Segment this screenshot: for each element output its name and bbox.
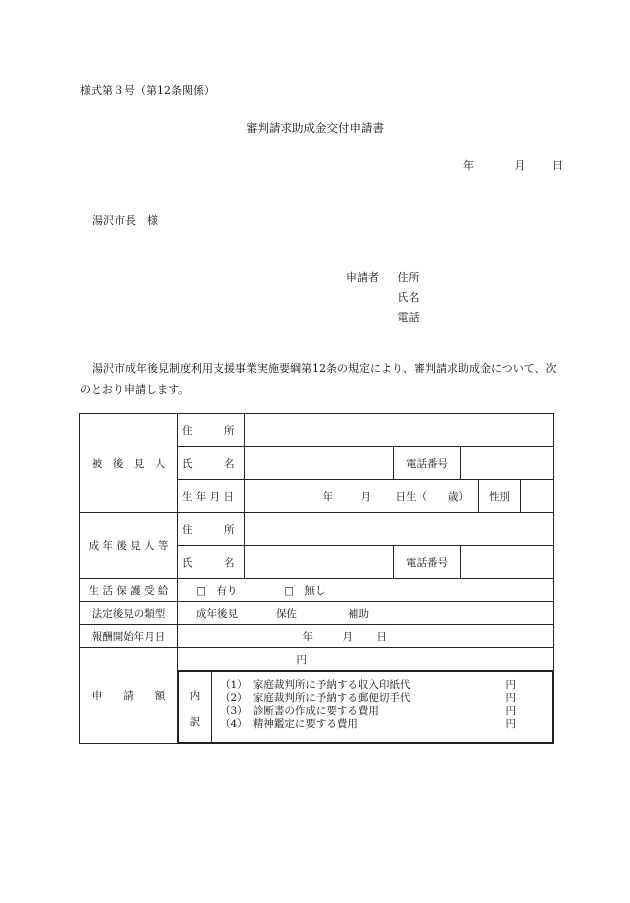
ward-gender-label: 性別 xyxy=(479,480,521,513)
birth-year: 年 xyxy=(322,490,333,503)
breakdown-item-4 xyxy=(216,718,552,731)
application-date xyxy=(463,157,563,173)
guardian-phone-label: 電話番号 xyxy=(394,546,461,579)
date-day: 日 xyxy=(552,159,563,172)
applicant-block xyxy=(346,268,420,328)
age-unit: 歳） xyxy=(448,490,469,503)
guardian-label: 成 年 後 見 人 等 xyxy=(80,513,178,579)
amount-total-unit: 円 xyxy=(296,653,307,666)
breakdown-item-unit: 円 xyxy=(505,679,517,691)
addressee: 湯沢市長 様 xyxy=(92,214,158,227)
breakdown-item-text: （1） 家庭裁判所に予納する収入印紙代 xyxy=(220,679,411,691)
applicant-phone-label: 電話 xyxy=(397,311,420,324)
type-option-assistant[interactable]: 補助 xyxy=(348,607,369,620)
welfare-options xyxy=(178,579,554,602)
guardian-name-label: 氏 名 xyxy=(178,546,245,579)
amount-total-field[interactable] xyxy=(178,648,554,671)
fee-start-year: 年 xyxy=(302,630,313,643)
ward-phone-label: 電話番号 xyxy=(394,447,461,480)
fee-start-month: 月 xyxy=(342,630,353,643)
breakdown-item-3 xyxy=(216,705,552,718)
type-option-adult-guardian[interactable]: 成年後見 xyxy=(196,607,238,620)
breakdown-item-unit: 円 xyxy=(505,705,517,717)
ward-birthdate-label: 生 年 月 日 xyxy=(178,480,245,513)
birth-day-age: 日生（ xyxy=(395,490,427,503)
ward-gender-field[interactable] xyxy=(521,480,554,513)
date-year: 年 xyxy=(463,159,474,172)
ward-birthdate-field[interactable] xyxy=(245,480,479,513)
guardian-name-field[interactable] xyxy=(245,546,394,579)
type-option-curator[interactable]: 保佐 xyxy=(276,607,297,620)
breakdown-item-text: （4） 精神鑑定に要する費用 xyxy=(220,718,358,730)
fee-start-day: 日 xyxy=(376,630,387,643)
guardian-address-field[interactable] xyxy=(245,513,554,546)
breakdown-item-unit: 円 xyxy=(505,692,517,704)
guardian-phone-field[interactable] xyxy=(461,546,554,579)
breakdown-item-text: （2） 家庭裁判所に予納する郵便切手代 xyxy=(220,692,411,704)
document-title: 審判請求助成金交付申請書 xyxy=(246,121,384,135)
guardianship-type-label: 法定後見の類型 xyxy=(80,602,178,625)
breakdown-items xyxy=(212,672,553,743)
breakdown-item-text: （3） 診断書の作成に要する費用 xyxy=(220,705,379,717)
guardianship-type-options xyxy=(178,602,554,625)
ward-phone-field[interactable] xyxy=(461,447,554,480)
breakdown-item-1 xyxy=(216,679,552,692)
date-month: 月 xyxy=(514,159,526,172)
welfare-no-checkbox[interactable]: □ 無し xyxy=(284,584,326,597)
breakdown-item-unit: 円 xyxy=(505,718,517,730)
breakdown-item-2 xyxy=(216,692,552,705)
application-table xyxy=(79,413,554,744)
breakdown-label-top: 内 xyxy=(189,690,201,702)
applicant-role: 申請者 xyxy=(346,271,379,284)
amount-breakdown xyxy=(178,671,554,744)
ward-name-label: 氏 名 xyxy=(178,447,245,480)
ward-address-field[interactable] xyxy=(245,414,554,447)
welfare-yes-checkbox[interactable]: □ 有り xyxy=(196,584,238,597)
applicant-address-label: 住所 xyxy=(397,271,420,284)
ward-name-field[interactable] xyxy=(245,447,394,480)
body-text: 湯沢市成年後見制度利用支援事業実施要綱第12条の規定により、審判請求助成金について、次のとおり申請します。 xyxy=(80,362,557,396)
amount-label: 申 請 額 xyxy=(80,648,178,744)
guardian-address-label: 住 所 xyxy=(178,513,245,546)
welfare-label: 生 活 保 護 受 給 xyxy=(80,579,178,602)
breakdown-label xyxy=(179,672,212,743)
breakdown-label-bottom: 訳 xyxy=(189,716,201,728)
ward-address-label: 住 所 xyxy=(178,414,245,447)
applicant-name-label: 氏名 xyxy=(397,291,420,304)
birth-month: 月 xyxy=(360,490,371,503)
ward-label: 被 後 見 人 xyxy=(80,414,178,513)
fee-start-field[interactable] xyxy=(178,625,554,648)
form-number: 様式第３号（第12条関係） xyxy=(80,84,215,97)
fee-start-label: 報酬開始年月日 xyxy=(80,625,178,648)
